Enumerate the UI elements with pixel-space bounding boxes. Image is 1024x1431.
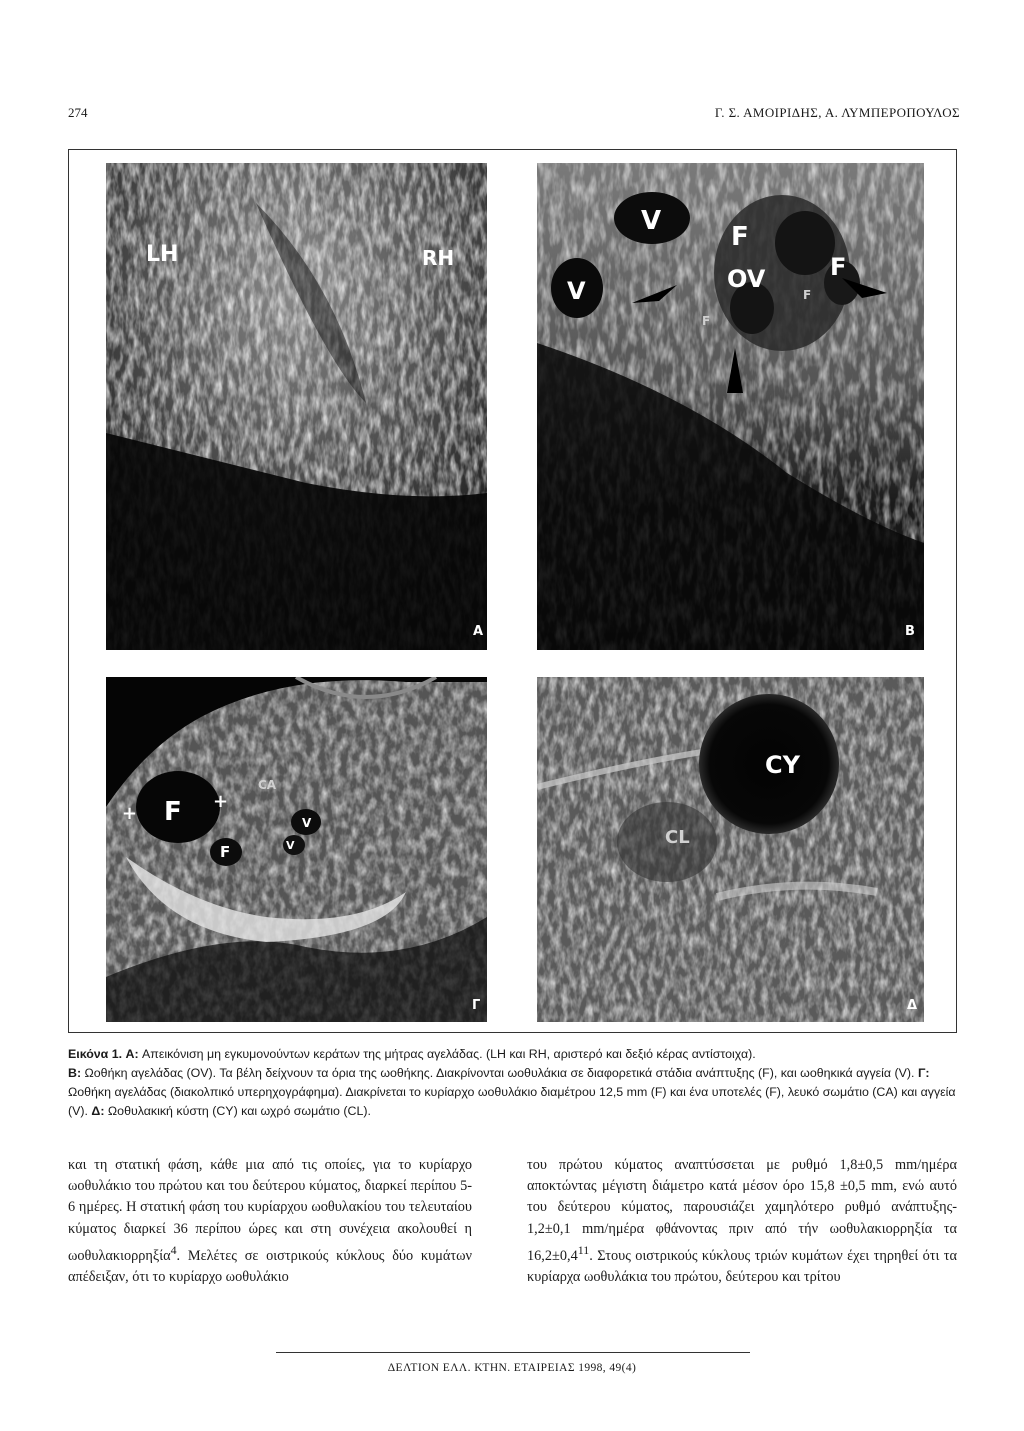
label-f-right: F [830, 253, 847, 281]
label-f-small-left: F [702, 314, 711, 328]
label-ca: CA [258, 778, 277, 792]
panel-letter-b: B [905, 624, 915, 639]
journal-footer: ΔΕΛΤΙΟΝ ΕΛΛ. ΚΤΗΝ. ΕΤΑΙΡΕΙΑΣ 1998, 49(4) [387, 1362, 637, 1374]
caliper-plus-left: + [122, 803, 138, 824]
caption-text-a: Απεικόνιση μη εγκυμονούντων κεράτων της μήτρας αγελάδας. (LH και RH, αριστερό και δεξιό κέρας αντίστοιχα). [142, 1047, 756, 1061]
panel-letter-a: A [473, 624, 484, 639]
label-v-left: V [567, 277, 586, 305]
label-ov: OV [727, 265, 766, 293]
label-f-top: F [731, 222, 749, 252]
figure-frame [68, 149, 957, 1033]
body-left-ref: 4 [170, 1242, 177, 1257]
ultrasound-panel-d [537, 677, 924, 1022]
label-v-lower: V [286, 839, 295, 852]
ultrasound-panel-b [537, 163, 924, 650]
body-right-ref: 11 [577, 1242, 590, 1257]
label-rh: RH [422, 246, 455, 270]
page-number: 274 [68, 105, 88, 120]
body-left-text-1: και τη στατική φάση, κάθε μια από τις οποίες, για το κυρίαρχο ωοθυλάκιο του πρώτου και του δεύτερου κύματος, διαρκεί περίπου 5-6 ημέρες. Η στατική φάση του κυρίαρχου ωοθυλακίου του τελευταίου κύματος διαρκεί 36 περίπου ώρες και στη συνέχεια ακολουθεί η ωοθυλακιορρηξία [68, 1157, 472, 1264]
ultrasound-panel-a [106, 163, 487, 650]
caption-figure-label: Εικόνα 1. [68, 1047, 123, 1061]
ultrasound-image-g [106, 677, 487, 1022]
ultrasound-image-a [106, 163, 487, 650]
label-f-subordinate: F [220, 843, 231, 861]
body-column-right [527, 1155, 957, 1288]
caption-text-d: Ωοθυλακική κύστη (CY) και ωχρό σωμάτιο (CL). [107, 1104, 371, 1118]
caption-key-a: A: [125, 1047, 139, 1061]
label-cl: CL [665, 827, 690, 848]
body-right-text-2: . Στους οιστρικούς κύκλους τριών κυμάτων έχει τηρηθεί ότι τα κυρίαρχα ωοθυλάκια του πρώτου, δεύτερου και τρίτου [527, 1247, 957, 1285]
panel-letter-d: Δ [907, 998, 918, 1013]
label-f-dominant: F [164, 797, 182, 827]
label-v-upper: V [302, 816, 312, 830]
caliper-plus-right: + [213, 791, 229, 812]
body-column-left [68, 1155, 472, 1288]
caption-key-d: Δ: [91, 1104, 105, 1118]
label-cy: CY [765, 751, 800, 779]
panel-letter-g: Γ [472, 998, 481, 1013]
caption-text-b: Ωοθήκη αγελάδας (OV). Τα βέλη δείχνουν τα όρια της ωοθήκης. Διακρίνονται ωοθυλάκια σε διαφορετικά στάδια ανάπτυξης (F), και ωοθηκικά αγγεία (V). [84, 1066, 915, 1080]
footer-rule [276, 1352, 750, 1353]
label-f-small-right: F [803, 288, 812, 302]
ultrasound-panel-g [106, 677, 487, 1022]
running-head-authors: Γ. Σ. ΑΜΟΙΡΙΔΗΣ, Α. ΛΥΜΠΕΡΟΠΟΥΛΟΣ [714, 105, 960, 120]
caption-text-g: Ωοθήκη αγελάδας (διακολπικό υπερηχογράφημα). Διακρίνεται το κυρίαρχο ωοθυλάκιο διαμέτρου 12,5 mm (F) και ένα υποτελές (F), λευκό σωμάτιο (CA) και αγγεία (V). [68, 1085, 956, 1118]
ultrasound-image-b [537, 163, 924, 650]
label-lh: LH [146, 242, 179, 267]
caption-key-g: Γ: [917, 1066, 930, 1080]
figure-caption [68, 1045, 957, 1121]
body-left-text-2: . Μελέτες σε οιστρικούς κύκλους δύο κυμάτων απέδειξαν, ότι το κυρίαρχο ωοθυλάκιο [68, 1247, 472, 1285]
label-v-top: V [641, 206, 662, 236]
body-right-text-1: του πρώτου κύματος αναπτύσσεται με ρυθμό 1,8±0,5 mm/ημέρα αποκτώντας μέγιστη διάμετρο κατά μέσον όρο 15,8 ±0,5 mm, ενώ αυτό του δεύτερου κύματος, παρουσιάζει χαμηλότερο ρυθμό ανάπτυξης- 1,2±0,1 mm/ημέρα φθάνοντας πριν από τήν ωοθυλακιορρηξία τα 16,2±0,4 [527, 1157, 957, 1264]
caption-key-b: B: [68, 1066, 82, 1080]
ultrasound-image-d [537, 677, 924, 1022]
